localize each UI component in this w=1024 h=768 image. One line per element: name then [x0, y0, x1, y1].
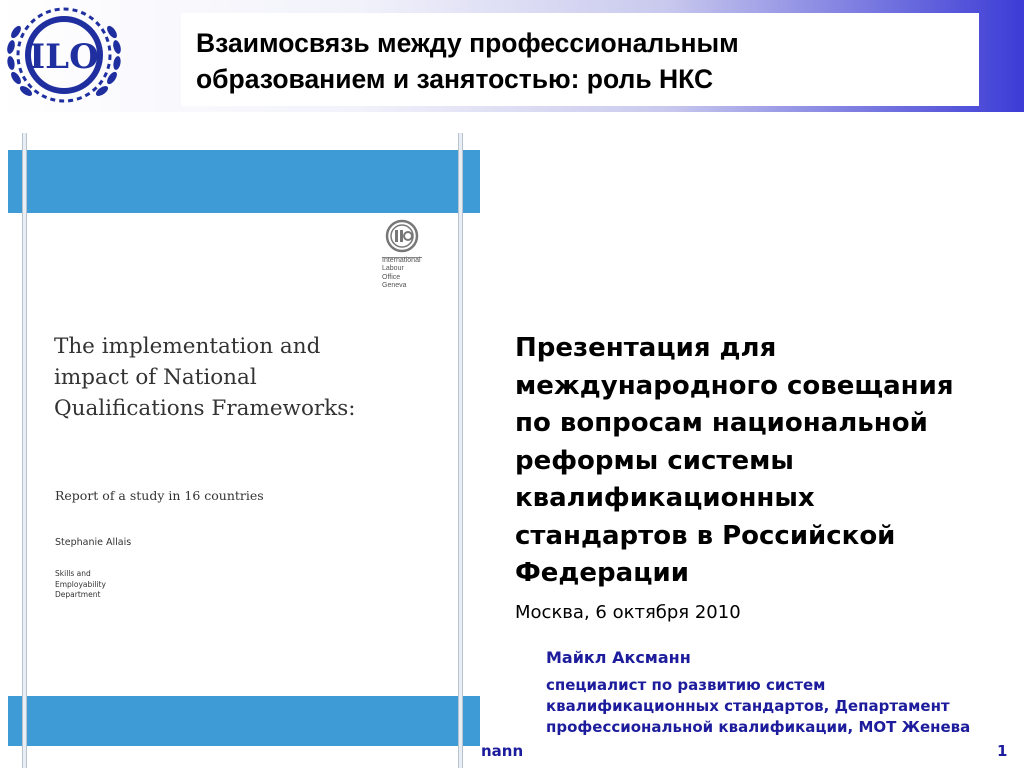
- cover-ilo-logo: [380, 218, 424, 254]
- cover-org-line: Labour: [382, 265, 404, 273]
- cover-subtitle: Report of a study in 16 countries: [55, 488, 264, 503]
- presentation-title-line: по вопросам национальной: [515, 408, 928, 438]
- presentation-title-line: квалификационных: [515, 483, 815, 513]
- cover-right-line: [458, 133, 463, 768]
- footer-author-fragment: nann: [481, 742, 524, 760]
- cover-org-line: Geneva: [382, 282, 407, 290]
- event-date: Москва, 6 октября 2010: [515, 602, 741, 623]
- cover-author: Stephanie Allais: [55, 537, 132, 548]
- presentation-title-line: международного совещания: [515, 370, 954, 401]
- presentation-title: [515, 330, 1015, 593]
- presentation-title-line: Презентация для: [515, 333, 777, 363]
- presentation-title-line: стандартов в Российской: [515, 520, 896, 551]
- cover-title: [54, 331, 444, 424]
- cover-org-line: International: [382, 257, 421, 264]
- ilo-logo: [2, 2, 126, 108]
- cover-department-line: Employability: [55, 579, 106, 589]
- header-band: [0, 0, 1024, 112]
- cover-department-line: Department: [55, 590, 101, 599]
- ilo-logo-text: ILO: [29, 37, 99, 77]
- slide-title: [196, 25, 976, 97]
- cover-title-line: The implementation and: [54, 334, 321, 359]
- cover-title-line: Qualifications Frameworks:: [54, 396, 356, 421]
- cover-department-line: Skills and: [55, 569, 91, 578]
- cover-department: [55, 569, 106, 601]
- cover-org-line: Office: [382, 273, 401, 281]
- cover-left-line: [22, 133, 27, 768]
- speaker-role-line: профессиональной квалификации, МОТ Женева: [546, 718, 971, 736]
- speaker-role: [546, 675, 1016, 738]
- cover-org-name: [382, 257, 421, 291]
- presentation-title-line: реформы системы: [515, 445, 794, 476]
- cover-title-line: impact of National: [54, 365, 257, 390]
- speaker-role-line: специалист по развитию систем: [546, 676, 826, 694]
- cover-top-bar: [8, 150, 480, 213]
- cover-bottom-bar: [8, 696, 480, 746]
- report-cover-image: [8, 133, 480, 768]
- title-box: [181, 13, 979, 106]
- slide-title-line: Взаимосвязь между профессиональным: [196, 28, 739, 58]
- slide-number: 1: [997, 742, 1008, 760]
- slide-title-line: образованием и занятостью: роль НКС: [196, 64, 714, 94]
- speaker-name: Майкл Аксманн: [546, 648, 691, 667]
- presentation-title-line: Федерации: [515, 558, 689, 588]
- speaker-role-line: квалификационных стандартов, Департамент: [546, 697, 950, 715]
